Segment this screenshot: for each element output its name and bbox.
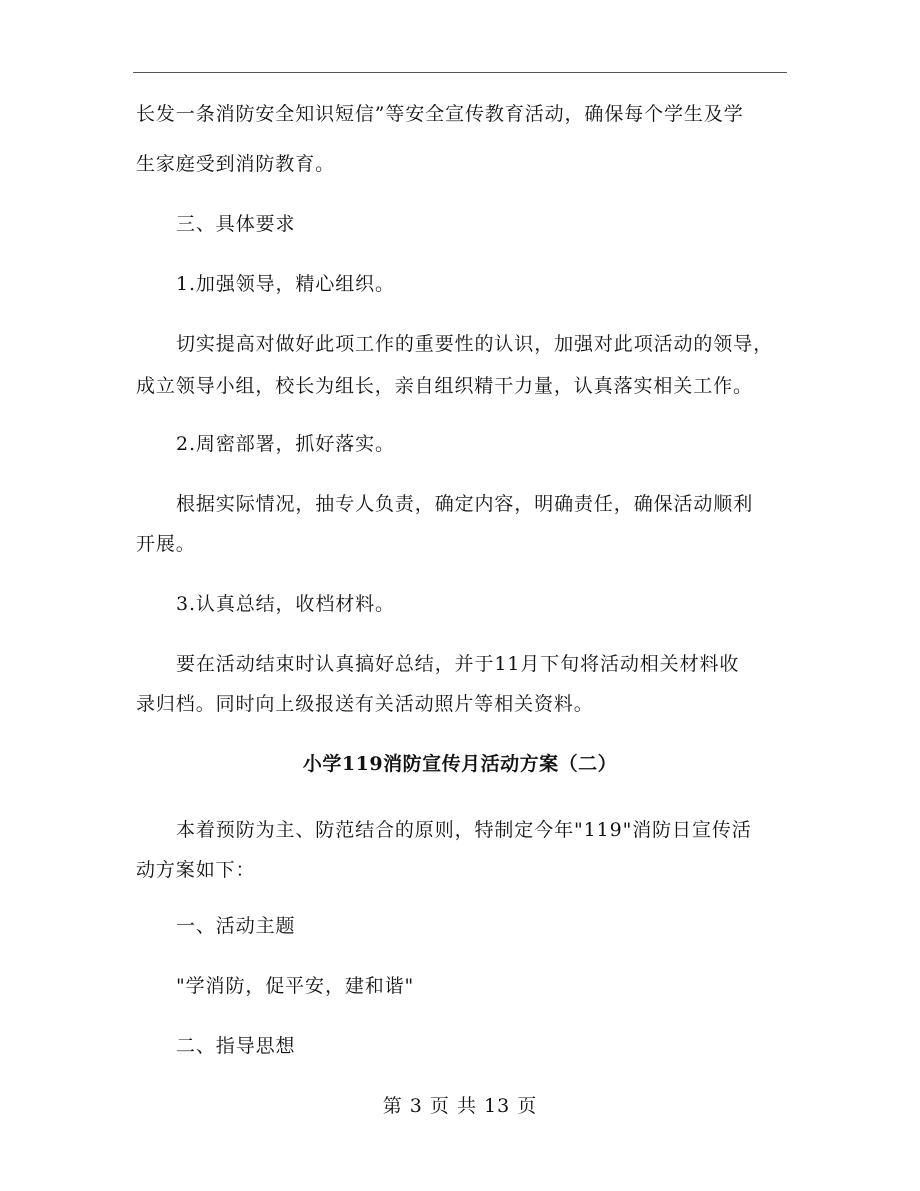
paragraph-line: 根据实际情况，抽专人负责，确定内容，明确责任，确保活动顺利 [176, 493, 754, 515]
theme-slogan: "学消防，促平安，建和谐" [176, 975, 415, 997]
paragraph-line: 录归档。同时向上级报送有关活动照片等相关资料。 [136, 693, 594, 715]
header-divider [133, 72, 787, 73]
paragraph-line: 成立领导小组，校长为组长，亲自组织精干力量，认真落实相关工作。 [136, 375, 753, 397]
paragraph-line: 生家庭受到消防教育。 [136, 153, 336, 175]
section-heading: 一、活动主题 [176, 915, 296, 937]
paragraph-line: 切实提高对做好此项工作的重要性的认识，加强对此项活动的领导， [176, 333, 774, 355]
subsection-heading: 3.认真总结，收档材料。 [176, 593, 395, 615]
section-heading: 二、指导思想 [176, 1035, 296, 1057]
subsection-heading: 1.加强领导，精心组织。 [176, 273, 395, 295]
paragraph-line: 长发一条消防安全知识短信”等安全宣传教育活动，确保每个学生及学 [136, 103, 744, 125]
paragraph-line: 要在活动结束时认真搞好总结，并于11月下旬将活动相关材料收 [176, 653, 740, 675]
paragraph-line: 本着预防为主、防范结合的原则，特制定今年"119"消防日宣传活 [176, 819, 752, 841]
page-number: 第 3 页 共 13 页 [382, 1095, 538, 1117]
paragraph-line: 开展。 [136, 533, 196, 555]
section-heading: 三、具体要求 [176, 213, 296, 235]
subsection-heading: 2.周密部署，抓好落实。 [176, 433, 395, 455]
paragraph-line: 动方案如下： [136, 859, 256, 881]
section-title: 小学119消防宣传月活动方案（二） [302, 753, 618, 775]
